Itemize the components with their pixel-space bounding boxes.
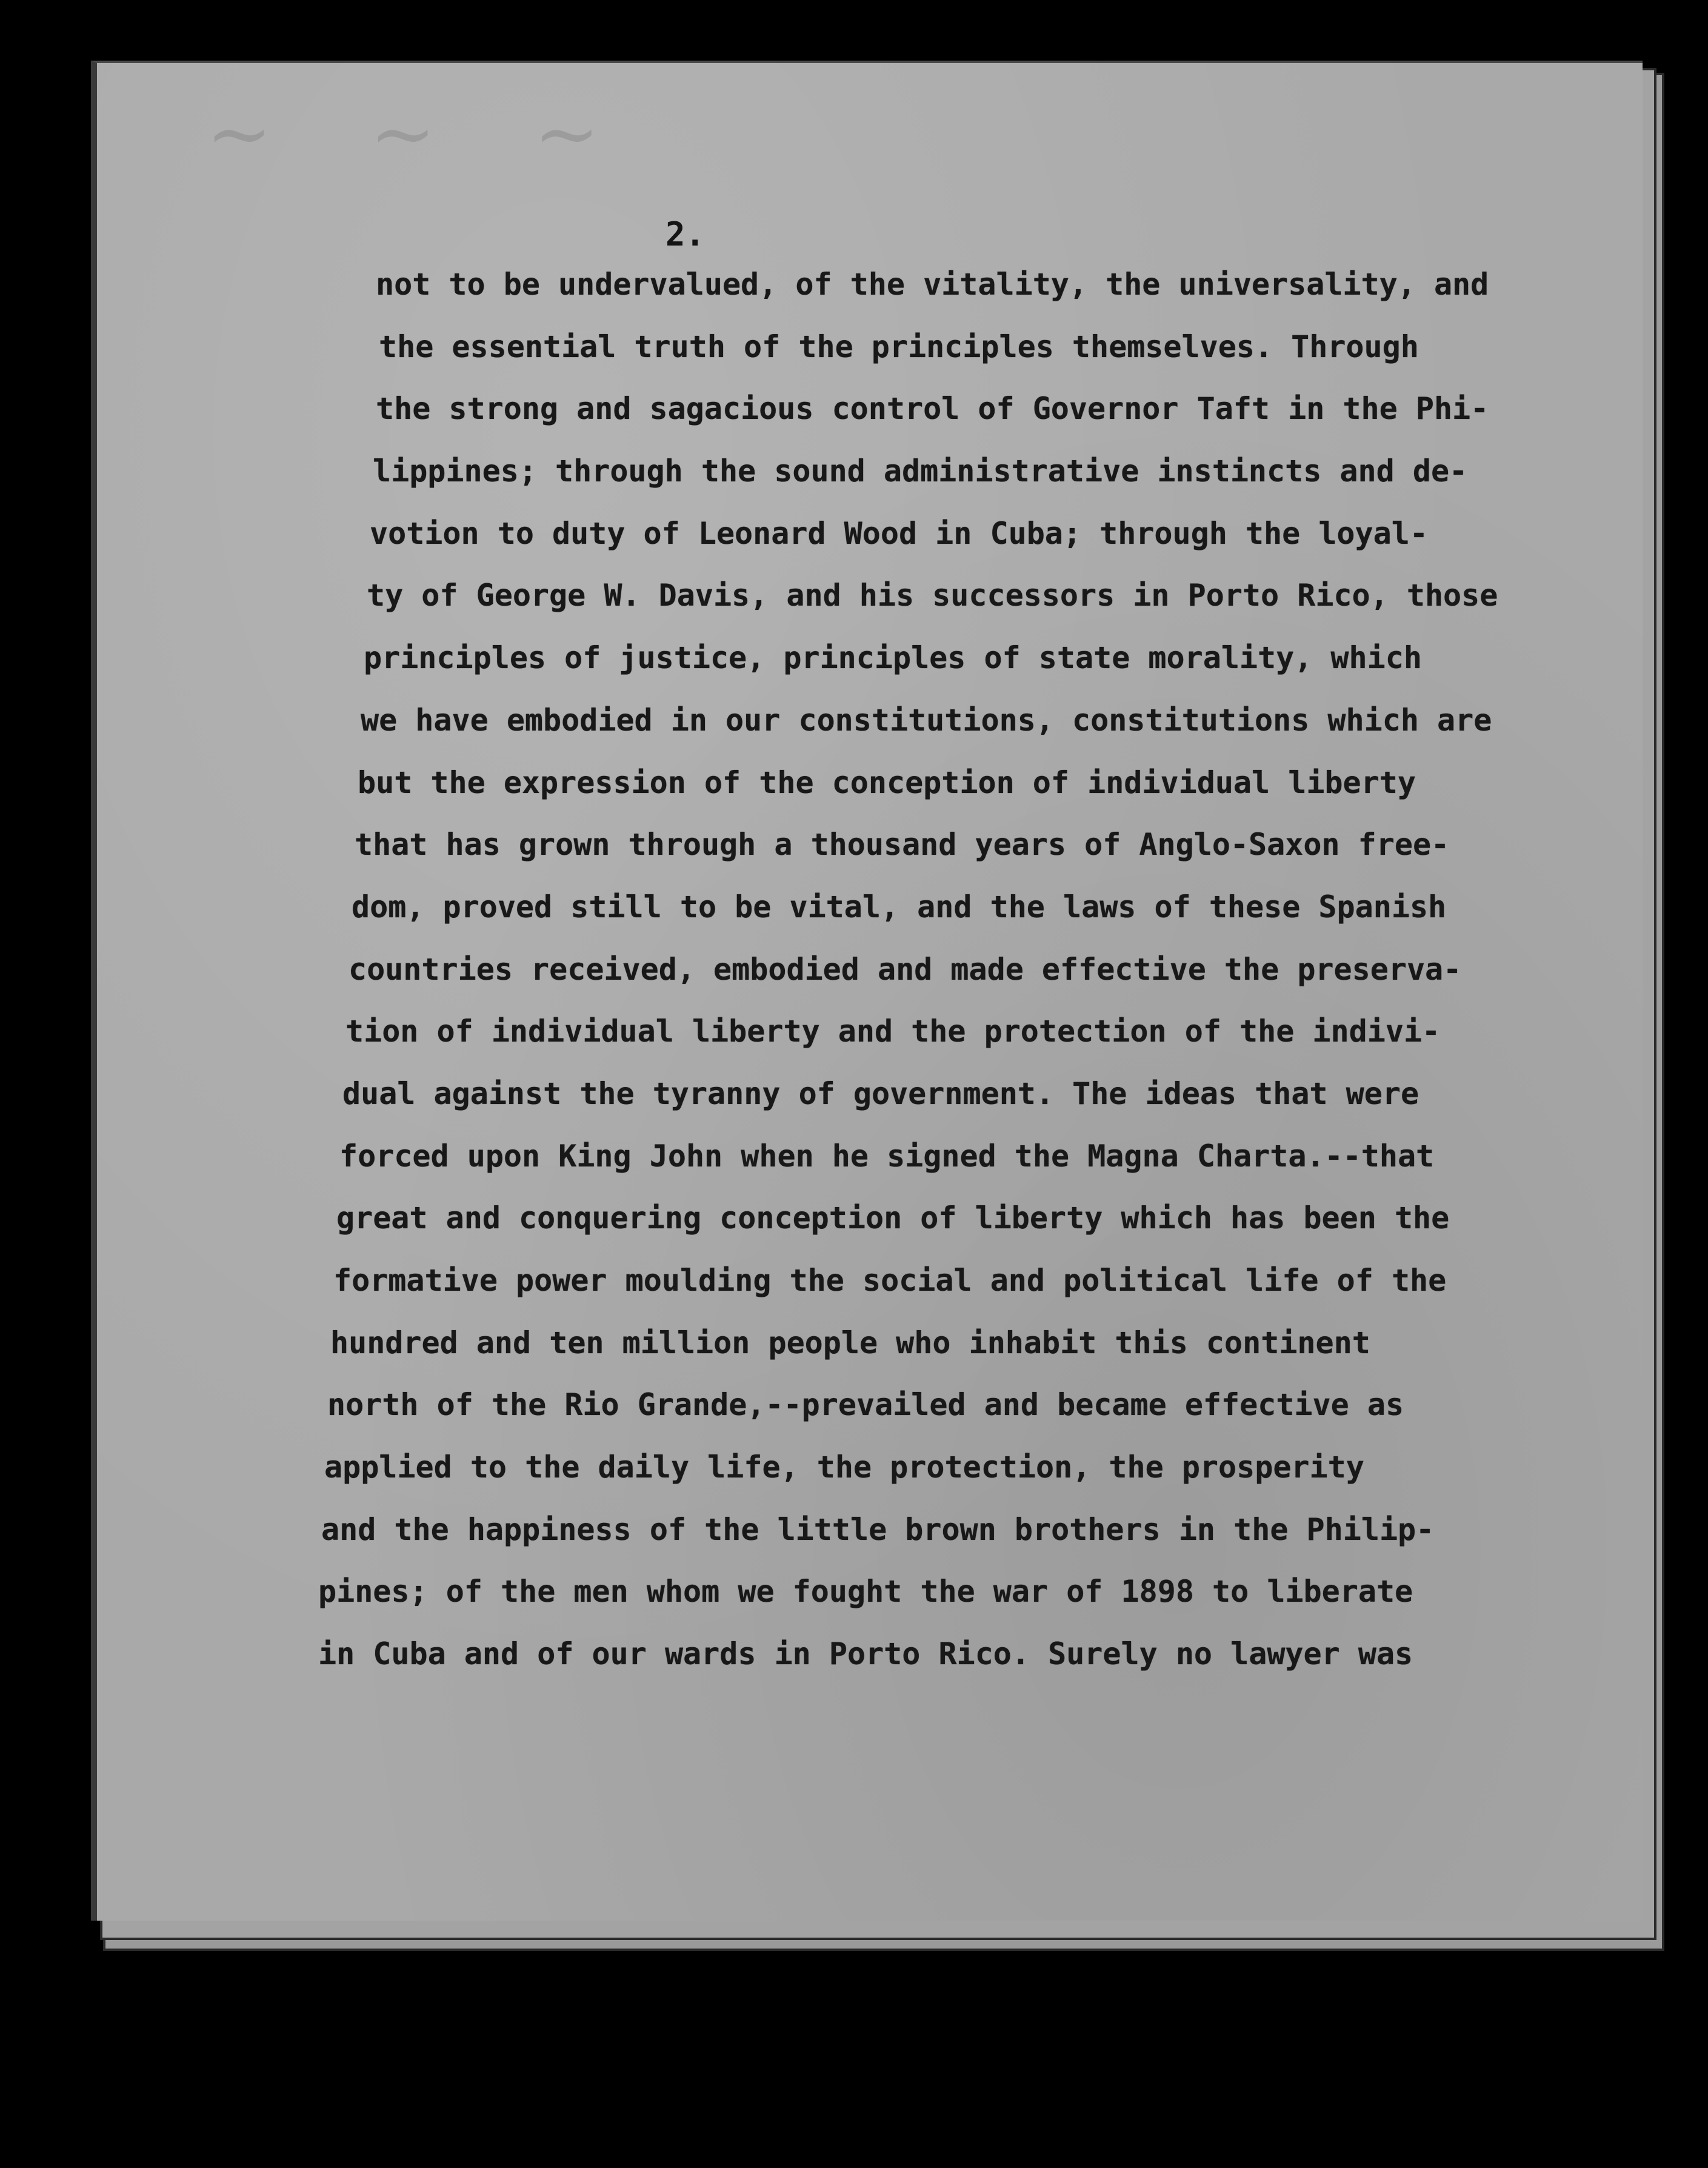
- text-line: principles of justice, principles of state morality, which: [364, 640, 1422, 676]
- text-line: not to be undervalued, of the vitality, the universality, and: [376, 267, 1489, 302]
- text-line: hundred and ten million people who inhabit this continent: [330, 1325, 1370, 1360]
- text-line: votion to duty of Leonard Wood in Cuba; through the loyal-: [370, 515, 1428, 551]
- text-line: we have embodied in our constitutions, constitutions which are: [361, 702, 1492, 738]
- text-line: dual against the tyranny of government. The ideas that were: [342, 1076, 1419, 1111]
- text-line: lippines; through the sound administrative instincts and de-: [373, 453, 1468, 489]
- page-number: 2.: [666, 215, 706, 253]
- text-line: the essential truth of the principles themselves. Through: [379, 329, 1419, 364]
- text-line: formative power moulding the social and political life of the: [333, 1263, 1447, 1298]
- text-line: the strong and sagacious control of Governor Taft in the Phi-: [376, 391, 1489, 427]
- text-line: great and conquering conception of liberty which has been the: [336, 1200, 1450, 1236]
- text-line: pines; of the men whom we fought the war of 1898 to liberate: [318, 1574, 1413, 1610]
- text-line: and the happiness of the little brown brothers in the Philip-: [321, 1511, 1435, 1547]
- text-line: in Cuba and of our wards in Porto Rico. Surely no lawyer was: [318, 1636, 1413, 1672]
- text-line: applied to the daily life, the protection, the prosperity: [324, 1450, 1364, 1485]
- text-line: countries received, embodied and made effective the preserva-: [349, 951, 1462, 987]
- text-line: ty of George W. Davis, and his successors in Porto Rico, those: [367, 578, 1498, 614]
- text-line: that has grown through a thousand years of Anglo-Saxon free-: [355, 827, 1450, 863]
- body-text: [276, 253, 1524, 1685]
- text-line: dom, proved still to be vital, and the laws of these Spanish: [352, 889, 1447, 925]
- text-line: but the expression of the conception of individual liberty: [358, 764, 1416, 800]
- bleed-through-text: ~ ~ ~: [206, 87, 636, 179]
- text-line: tion of individual liberty and the protection of the indivi-: [345, 1014, 1441, 1049]
- text-line: forced upon King John when he signed the Magna Charta.--that: [339, 1138, 1435, 1174]
- text-line: north of the Rio Grande,--prevailed and became effective as: [327, 1387, 1404, 1423]
